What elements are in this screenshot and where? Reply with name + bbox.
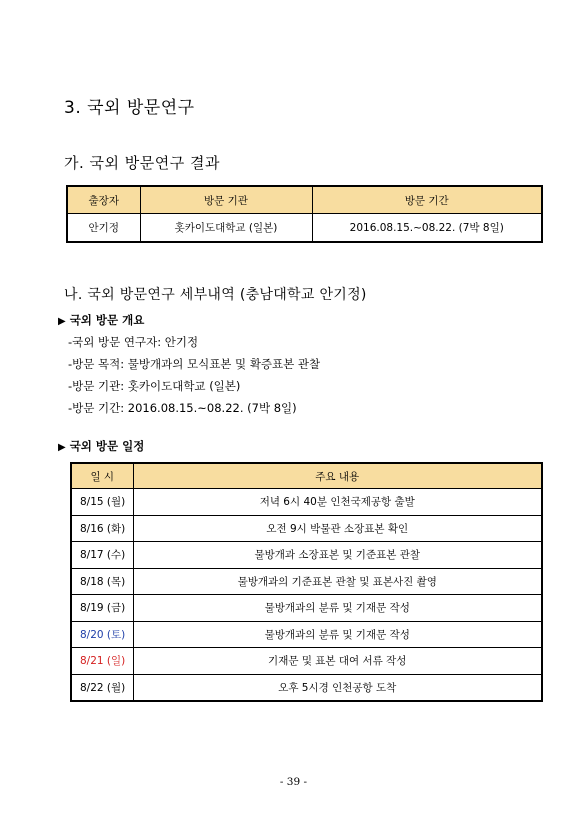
triangle-marker-icon: ▶ bbox=[58, 316, 66, 327]
content-cell: 물방개과의 분류 및 기재문 작성 bbox=[133, 595, 542, 622]
date-cell: 8/19 (금) bbox=[71, 595, 133, 622]
section-title: 3. 국외 방문연구 bbox=[64, 98, 195, 118]
date-cell-sunday: 8/21 (일) bbox=[71, 648, 133, 675]
content-cell: 기재문 및 표본 대여 서류 작성 bbox=[133, 648, 542, 675]
date-cell: 8/17 (수) bbox=[71, 542, 133, 569]
overview-item-period: -방문 기간: 2016.08.15.~08.22. (7박 8일) bbox=[68, 401, 297, 415]
date-cell-saturday: 8/20 (토) bbox=[71, 621, 133, 648]
date-cell: 8/15 (월) bbox=[71, 489, 133, 516]
result-table bbox=[66, 185, 543, 243]
table-row bbox=[71, 674, 542, 701]
content-cell: 물방개과의 기준표본 관찰 및 표본사진 촬영 bbox=[133, 568, 542, 595]
page-number: - 39 - bbox=[279, 776, 308, 788]
header-traveler: 출장자 bbox=[67, 186, 140, 214]
table-row bbox=[71, 489, 542, 516]
result-table-header bbox=[67, 186, 542, 214]
content-cell: 오후 5시경 인천공항 도착 bbox=[133, 674, 542, 701]
table-row bbox=[71, 621, 542, 648]
table-row bbox=[67, 214, 542, 243]
triangle-marker-icon: ▶ bbox=[58, 442, 66, 453]
date-cell: 8/16 (화) bbox=[71, 515, 133, 542]
overview-heading bbox=[58, 312, 144, 328]
table-row bbox=[71, 515, 542, 542]
period-cell: 2016.08.15.~08.22. (7박 8일) bbox=[312, 214, 542, 243]
table-row bbox=[71, 648, 542, 675]
content-cell: 물방개과의 분류 및 기재문 작성 bbox=[133, 621, 542, 648]
schedule-title: 국외 방문 일정 bbox=[69, 439, 145, 453]
overview-item-researcher: -국외 방문 연구자: 안기정 bbox=[68, 335, 199, 349]
table-row bbox=[71, 568, 542, 595]
schedule-heading bbox=[58, 438, 144, 454]
content-cell: 오전 9시 박물관 소장표본 확인 bbox=[133, 515, 542, 542]
header-institution: 방문 기관 bbox=[140, 186, 312, 214]
institution-cell: 홋카이도대학교 (일본) bbox=[140, 214, 312, 243]
subsection-a-title: 가. 국외 방문연구 결과 bbox=[64, 154, 220, 172]
table-row bbox=[71, 595, 542, 622]
overview-title: 국외 방문 개요 bbox=[69, 313, 145, 327]
header-period: 방문 기간 bbox=[312, 186, 542, 214]
overview-item-purpose: -방문 목적: 물방개과의 모식표본 및 확증표본 관찰 bbox=[68, 357, 321, 371]
schedule-table-header bbox=[71, 463, 542, 489]
content-cell: 저녁 6시 40분 인천국제공항 출발 bbox=[133, 489, 542, 516]
table-row bbox=[71, 542, 542, 569]
subsection-b-title: 나. 국외 방문연구 세부내역 (충남대학교 안기정) bbox=[64, 287, 367, 303]
header-date: 일 시 bbox=[71, 463, 133, 489]
date-cell: 8/22 (월) bbox=[71, 674, 133, 701]
content-cell: 물방개과 소장표본 및 기준표본 관찰 bbox=[133, 542, 542, 569]
traveler-cell: 안기정 bbox=[67, 214, 140, 243]
header-content: 주요 내용 bbox=[133, 463, 542, 489]
date-cell: 8/18 (목) bbox=[71, 568, 133, 595]
schedule-table bbox=[70, 462, 543, 702]
overview-item-institution: -방문 기관: 홋카이도대학교 (일본) bbox=[68, 379, 241, 393]
